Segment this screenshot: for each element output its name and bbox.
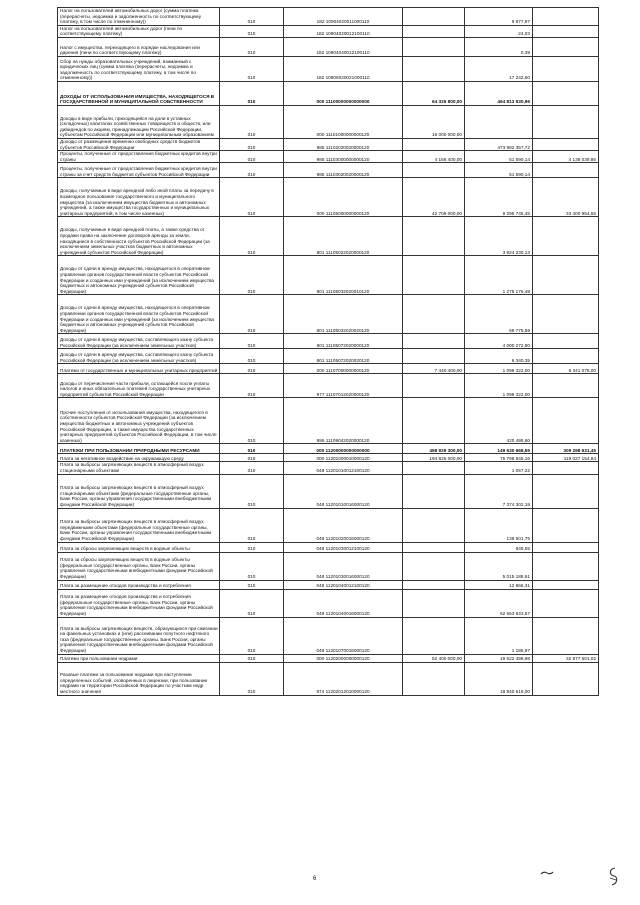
cell-kbk: 000 11202000000000120	[284, 654, 403, 662]
cell-code: 010	[220, 37, 284, 56]
cell-name: Доходы от сдачи в аренду имущества, находящегося в оперативном управлении органов государственной власти субъектов Российской Федерации и созданных ими учреждений (за исключением имущества бюджетных и автономных учреждений субъектов Российской Федерации)	[58, 295, 220, 334]
cell-plan	[403, 256, 465, 295]
cell-code: 010	[220, 654, 284, 662]
cell-code: 010	[220, 617, 284, 654]
cell-name: Плата за выбросы загрязняющих веществ в атмосферный воздух стационарными объектами	[58, 462, 220, 474]
cell-remainder	[533, 334, 599, 349]
cell-remainder	[533, 138, 599, 150]
table-row	[58, 454, 599, 462]
cell-code: 010	[220, 56, 284, 81]
cell-plan	[403, 662, 465, 695]
table-row	[58, 617, 599, 654]
cell-kbk: 048 11201040016000120	[284, 589, 403, 617]
table-row	[58, 256, 599, 295]
table-row	[58, 151, 599, 163]
table-row	[58, 56, 599, 81]
cell-code: 010	[220, 295, 284, 334]
table-row	[58, 8, 599, 26]
cell-executed: 51 590,14	[465, 151, 533, 163]
cell-plan: 52 400 000,00	[403, 654, 465, 662]
table-row	[58, 552, 599, 580]
cell-name: Доходы от перечисления части прибыли, остающейся после уплаты налогов и иных обязательных платежей государственных унитарных предприятий субъектов Российской Федерации	[58, 374, 220, 398]
cell-kbk: 182 10904040012100110	[284, 37, 403, 56]
cell-code: 010	[220, 105, 284, 138]
cell-executed: 473 982 357,72	[465, 138, 533, 150]
cell-plan	[403, 374, 465, 398]
cell-kbk: 000 11105000000000120	[284, 178, 403, 217]
cell-plan	[403, 462, 465, 474]
table-row	[58, 474, 599, 508]
cell-plan	[403, 138, 465, 150]
cell-name: Доходы от размещения временно свободных средств бюджетов субъектов Российской Федерации	[58, 138, 220, 150]
cell-name: Доходы от сдачи в аренду имущества, составляющего казну субъекта Российской Федерации (за исключением земельных участков)	[58, 349, 220, 364]
table-row	[58, 364, 599, 374]
cell-name: Сбор на нужды образовательных учреждений, взимаемый с юридических лиц (сумма платежа (перерасчеты, недоимка и задолженность по соответствующему платежу, в том числе по отмененному))	[58, 56, 220, 81]
cell-code: 010	[220, 178, 284, 217]
table-row	[58, 217, 599, 256]
cell-code: 010	[220, 334, 284, 349]
scan-mark	[540, 870, 554, 876]
table-row	[58, 163, 599, 178]
cell-code: 010	[220, 474, 284, 508]
cell-name: Налог на пользователей автомобильных дорог (сумма платежа (перерасчеты, недоимка и задолженность по соответствующему платежу, в том числе по отмененному))	[58, 8, 220, 26]
cell-executed: 75 798 845,16	[465, 454, 533, 462]
cell-plan	[403, 474, 465, 508]
cell-executed: 4 000 272,90	[465, 334, 533, 349]
cell-remainder	[533, 56, 599, 81]
cell-kbk: 000 11200000000000000	[284, 444, 403, 454]
cell-remainder	[533, 662, 599, 695]
cell-name: Налог с имущества, переходящего в порядке наследования или дарения (пени по соответствующему платежу)	[58, 37, 220, 56]
table-row	[58, 349, 599, 364]
cell-plan	[403, 589, 465, 617]
table-row	[58, 580, 599, 589]
cell-plan	[403, 508, 465, 542]
cell-code: 010	[220, 662, 284, 695]
cell-remainder	[533, 295, 599, 334]
cell-kbk: 048 11201070016000120	[284, 617, 403, 654]
cell-remainder	[533, 617, 599, 654]
cell-name: Плата за выбросы загрязняющих веществ, образующихся при сжигании на факельных установках и (или) рассеивании попутного нефтяного газа (федеральные государственные органы, Банк России, органы управления государственными внебюджетными фондами Российской Федерации)	[58, 617, 220, 654]
table-row	[58, 398, 599, 444]
cell-executed: 19 522 498,98	[465, 654, 533, 662]
cell-kbk: 182 10906020021000110	[284, 56, 403, 81]
cell-executed: 149 630 668,55	[465, 444, 533, 454]
cell-kbk: 985 11103000000000120	[284, 151, 403, 163]
cell-executed: 6 340,35	[465, 349, 533, 364]
cell-remainder	[533, 589, 599, 617]
cell-code: 010	[220, 454, 284, 462]
table-row	[58, 334, 599, 349]
cell-kbk: 801 11105032020010120	[284, 256, 403, 295]
cell-kbk: 182 10904020012100110	[284, 25, 403, 37]
cell-executed: 3 924 230,13	[465, 217, 533, 256]
cell-executed: 420 495,60	[465, 398, 533, 444]
table-row	[58, 542, 599, 552]
cell-kbk: 048 11201030012100120	[284, 542, 403, 552]
cell-kbk: 985 11102020020000120	[284, 138, 403, 150]
cell-code: 010	[220, 364, 284, 374]
cell-remainder	[533, 37, 599, 56]
cell-name: ПЛАТЕЖИ ПРИ ПОЛЬЗОВАНИИ ПРИРОДНЫМИ РЕСУРСАМИ	[58, 444, 220, 454]
cell-kbk: 048 11201010016000120	[284, 474, 403, 508]
cell-name: Налог на пользователей автомобильных дорог (пени по соответствующему платежу)	[58, 25, 220, 37]
cell-plan	[403, 56, 465, 81]
cell-executed: 1 099 322,00	[465, 364, 533, 374]
cell-remainder: 32 877 501,02	[533, 654, 599, 662]
cell-executed: 12 866,31	[465, 580, 533, 589]
cell-executed: 18 840 616,00	[465, 662, 533, 695]
cell-kbk: 000 11107000000000120	[284, 364, 403, 374]
cell-executed: 69 775,59	[465, 295, 533, 334]
cell-name: Доходы от сдачи в аренду имущества, находящегося в оперативном управлении органов государственной власти субъектов Российской Федерации и созданных ими учреждений (за исключением имущества бюджетных и автономных учреждений субъектов Российской Федерации)	[58, 256, 220, 295]
cell-plan	[403, 8, 465, 26]
cell-code: 010	[220, 25, 284, 37]
table-row	[58, 374, 599, 398]
cell-plan: 194 826 000,00	[403, 454, 465, 462]
cell-remainder	[533, 25, 599, 37]
cell-code: 010	[220, 542, 284, 552]
cell-executed: 17 242,60	[465, 56, 533, 81]
cell-remainder	[533, 81, 599, 105]
table-row	[58, 662, 599, 695]
cell-kbk: 985 11103020020000120	[284, 163, 403, 178]
table-row	[58, 508, 599, 542]
cell-executed: 139 501,75	[465, 508, 533, 542]
cell-name: Доходы, получаемые в виде арендной либо иной платы за передачу в возмездное пользование государственного и муниципального имущества (за исключением имущества бюджетных и автономных учреждений, а также имущества государственных и муниципальных унитарных предприятий, в том числе казенных)	[58, 178, 220, 217]
cell-plan	[403, 552, 465, 580]
cell-name: Доходы от сдачи в аренду имущества, составляющего казну субъекта Российской Федерации (за исключением земельных участков)	[58, 334, 220, 349]
cell-executed: 9 877,97	[465, 8, 533, 26]
cell-code: 010	[220, 462, 284, 474]
cell-executed: 62 653 643,57	[465, 589, 533, 617]
cell-kbk: 000 11100000000000000	[284, 81, 403, 105]
cell-plan: 42 709 000,00	[403, 178, 465, 217]
table-row	[58, 37, 599, 56]
cell-code: 010	[220, 151, 284, 163]
cell-executed: 7 374 302,18	[465, 474, 533, 508]
cell-name: Плата за сбросы загрязняющих веществ в водные объекты	[58, 542, 220, 552]
cell-name: Проценты, полученные от предоставления бюджетных кредитов внутри страны за счет средств бюджетов субъектов Российской Федерации	[58, 163, 220, 178]
cell-plan	[403, 398, 465, 444]
cell-executed: 5 015 188,61	[465, 552, 533, 580]
cell-kbk: 048 11201020016000120	[284, 508, 403, 542]
table-row	[58, 138, 599, 150]
cell-kbk: 986 11109042020000120	[284, 398, 403, 444]
cell-remainder	[533, 552, 599, 580]
cell-remainder	[533, 542, 599, 552]
cell-executed: 51 590,14	[465, 163, 533, 178]
cell-name: Доходы в виде прибыли, приходящейся на доли в уставных (складочных) капиталах хозяйственных товариществ и обществ, или дивидендов по акциям, принадлежащим Российской Федерации, субъектам Российской Федерации или муниципальным образованиям	[58, 105, 220, 138]
cell-kbk: 000 11201000010000120	[284, 454, 403, 462]
cell-code: 010	[220, 217, 284, 256]
cell-code: 010	[220, 589, 284, 617]
cell-name: ДОХОДЫ ОТ ИСПОЛЬЗОВАНИЯ ИМУЩЕСТВА, НАХОДЯЩЕГОСЯ В ГОСУДАРСТВЕННОЙ И МУНИЦИПАЛЬНОЙ СОБСТВЕННОСТИ	[58, 81, 220, 105]
cell-name: Платежи от государственных и муниципальных унитарных предприятий	[58, 364, 220, 374]
revenue-table-page	[57, 7, 598, 696]
cell-plan: 16 000 000,00	[403, 105, 465, 138]
cell-code: 010	[220, 81, 284, 105]
cell-name: Разовые платежи за пользование недрами при наступлении определенных событий, оговоренных в лицензии, при пользовании недрами на территории Российской Федерации по участкам недр местного значения	[58, 662, 220, 695]
table-row	[58, 25, 599, 37]
cell-executed: 464 813 530,96	[465, 81, 533, 105]
cell-name: Плата за размещение отходов производства и потребления (федеральные государственные органы, Банк России, органы управления государственными внебюджетными фондами Российской Федерации)	[58, 589, 220, 617]
cell-code: 010	[220, 398, 284, 444]
cell-remainder	[533, 256, 599, 295]
cell-remainder	[533, 217, 599, 256]
cell-remainder	[533, 474, 599, 508]
cell-code: 010	[220, 163, 284, 178]
cell-remainder: 4 138 039,86	[533, 151, 599, 163]
cell-remainder	[533, 105, 599, 138]
cell-name: Доходы, получаемые в виде арендной платы, а также средства от продажи права на заключение договоров аренды за земли, находящиеся в собственности субъектов Российской Федерации (за исключением земельных участков бюджетных и автономных учреждений субъектов Российской Федерации)	[58, 217, 220, 256]
cell-remainder	[533, 8, 599, 26]
cell-kbk: 974 11202012010000120	[284, 662, 403, 695]
cell-executed: 1 057,22	[465, 462, 533, 474]
cell-executed: 1 185,97	[465, 617, 533, 654]
cell-remainder: 119 027 154,84	[533, 454, 599, 462]
cell-plan	[403, 542, 465, 552]
cell-plan: 7 440 400,00	[403, 364, 465, 374]
cell-plan	[403, 349, 465, 364]
revenue-table	[57, 7, 599, 696]
cell-plan	[403, 580, 465, 589]
cell-kbk: 048 11201030016000120	[284, 552, 403, 580]
cell-plan	[403, 25, 465, 37]
cell-executed: 1 099 322,00	[465, 374, 533, 398]
cell-remainder	[533, 163, 599, 178]
table-row	[58, 178, 599, 217]
cell-executed: 24,03	[465, 25, 533, 37]
table-row	[58, 105, 599, 138]
cell-remainder	[533, 398, 599, 444]
cell-name: Проценты, полученные от предоставления бюджетных кредитов внутри страны	[58, 151, 220, 163]
cell-code: 010	[220, 580, 284, 589]
cell-executed: 1 275 176,48	[465, 256, 533, 295]
table-row	[58, 654, 599, 662]
cell-name: Плата за размещение отходов производства и потребления	[58, 580, 220, 589]
table-row	[58, 81, 599, 105]
cell-kbk: 801 11105072020000120	[284, 334, 403, 349]
cell-kbk: 801 11105072020020120	[284, 349, 403, 364]
cell-code: 010	[220, 256, 284, 295]
cell-plan: 458 929 300,00	[403, 444, 465, 454]
cell-plan	[403, 217, 465, 256]
cell-kbk: 000 11101000000000120	[284, 105, 403, 138]
cell-kbk: 048 11201010012100120	[284, 462, 403, 474]
cell-name: Прочие поступления от использования имущества, находящегося в собственности субъектов Российской Федерации (за исключением имущества бюджетных и автономных учреждений субъектов Российской Федерации, а также имущества государственных унитарных предприятий субъектов Российской Федерации, в том числе казенных)	[58, 398, 220, 444]
revenue-table-body	[58, 8, 599, 696]
cell-name: Плата за выбросы загрязняющих веществ в атмосферный воздух передвижными объектами (федеральные государственные органы, Банк России, органы управления государственными внебюджетными фондами Российской Федерации)	[58, 508, 220, 542]
page-number: 6	[313, 876, 317, 882]
cell-executed: 0,39	[465, 37, 533, 56]
cell-executed	[465, 105, 533, 138]
cell-code: 010	[220, 374, 284, 398]
cell-remainder	[533, 349, 599, 364]
cell-plan: 64 326 800,00	[403, 81, 465, 105]
table-row	[58, 444, 599, 454]
cell-remainder: 6 341 078,00	[533, 364, 599, 374]
cell-name: Плата за выбросы загрязняющих веществ в атмосферный воздух стационарными объектами (федеральные государственные органы, Банк России, органы управления государственными внебюджетными фондами Российской Федерации)	[58, 474, 220, 508]
cell-remainder	[533, 508, 599, 542]
cell-code: 010	[220, 444, 284, 454]
cell-plan	[403, 334, 465, 349]
cell-remainder: 309 298 631,45	[533, 444, 599, 454]
cell-kbk: 048 11201040012100120	[284, 580, 403, 589]
table-row	[58, 295, 599, 334]
cell-plan	[403, 37, 465, 56]
cell-name: Плата за негативное воздействие на окружающую среду	[58, 454, 220, 462]
cell-kbk: 182 10904020011000110	[284, 8, 403, 26]
cell-kbk: 801 11105032020020120	[284, 295, 403, 334]
cell-remainder	[533, 580, 599, 589]
cell-code: 010	[220, 552, 284, 580]
cell-plan	[403, 295, 465, 334]
cell-plan	[403, 617, 465, 654]
cell-remainder: 33 400 954,55	[533, 178, 599, 217]
handwritten-mark	[606, 866, 620, 888]
table-row	[58, 462, 599, 474]
table-row	[58, 589, 599, 617]
cell-name: Плата за сбросы загрязняющих веществ в водные объекты (федеральные государственные органы, Банк России, органы управления государственными внебюджетными фондами Российской Федерации)	[58, 552, 220, 580]
cell-code: 010	[220, 508, 284, 542]
cell-remainder	[533, 462, 599, 474]
cell-code: 010	[220, 349, 284, 364]
cell-kbk: 977 11107012020000120	[284, 374, 403, 398]
cell-executed: 849,55	[465, 542, 533, 552]
cell-plan	[403, 163, 465, 178]
cell-code: 010	[220, 138, 284, 150]
cell-name: Платежи при пользовании недрами	[58, 654, 220, 662]
cell-executed: 9 295 745,45	[465, 178, 533, 217]
cell-plan: 4 166 400,00	[403, 151, 465, 163]
cell-code: 010	[220, 8, 284, 26]
cell-remainder	[533, 374, 599, 398]
cell-kbk: 801 11105022020000120	[284, 217, 403, 256]
